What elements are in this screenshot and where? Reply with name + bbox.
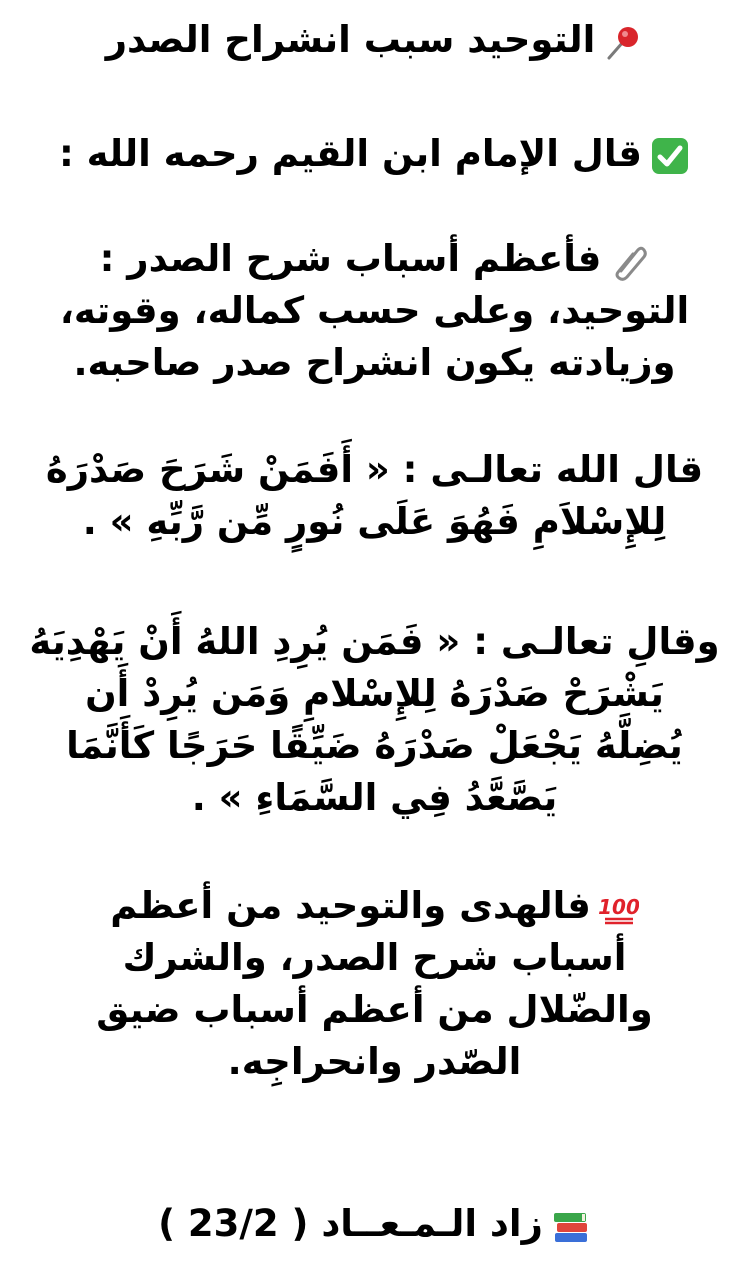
verse-line: يُضِلَّهُ يَجْعَلْ صَدْرَهُ ضَيِّقًا حَرَجًا كَأَنَّمَا <box>66 724 683 767</box>
paperclip-icon <box>609 241 649 281</box>
paragraph-line: وزيادته يكون انشراح صدر صاحبه. <box>73 341 676 384</box>
verse-line: وقالِ تعالـى : « فَمَن يُرِدِ اللهُ أَنْ يَهْدِيَهُ <box>29 620 720 663</box>
pushpin-icon <box>603 22 643 62</box>
conclusion-line: والضّلال من أعظم أسباب ضيق <box>96 988 653 1031</box>
page-title: التوحيد سبب انشراح الصدر <box>105 18 596 61</box>
verse-line: لِلإِسْلاَمِ فَهُوَ عَلَى نُورٍ مِّن رَّبِّهِ » . <box>82 500 667 543</box>
hundred-points-icon <box>599 888 639 928</box>
paragraph-line: فأعظم أسباب شرح الصدر : <box>28 233 721 285</box>
check-mark-icon <box>650 136 690 176</box>
paragraph-causes <box>28 233 721 389</box>
conclusion-line: الصّدر وانحراجِه. <box>227 1040 522 1083</box>
conclusion-line: أسباب شرح الصدر، والشرك <box>122 936 627 979</box>
title-line <box>28 14 721 66</box>
source-citation: زاد الـمـعــاد ( 23/2 ) <box>158 1202 543 1245</box>
verse-line: يَصَّعَّدُ فِي السَّمَاءِ » . <box>191 776 558 819</box>
paragraph-line: التوحيد، وعلى حسب كماله، وقوته، <box>59 289 690 332</box>
conclusion-line: 100 فالهدى والتوحيد من أعظم <box>110 884 639 927</box>
svg-text:100: 100 <box>598 894 639 919</box>
attribution-line <box>28 128 721 180</box>
verse-block-2 <box>28 616 721 824</box>
conclusion-paragraph <box>28 880 721 1088</box>
books-icon <box>551 1206 591 1246</box>
verse-line: يَشْرَحْ صَدْرَهُ لِلإِسْلامِ وَمَن يُرِدْ أَن <box>85 672 664 715</box>
source-line <box>28 1198 721 1250</box>
verse-block-1 <box>28 444 721 548</box>
verse-line: قال الله تعالـى : « أَفَمَنْ شَرَحَ صَدْرَهُ <box>45 448 704 491</box>
attribution-text: قال الإمام ابن القيم رحمه الله : <box>59 132 642 175</box>
